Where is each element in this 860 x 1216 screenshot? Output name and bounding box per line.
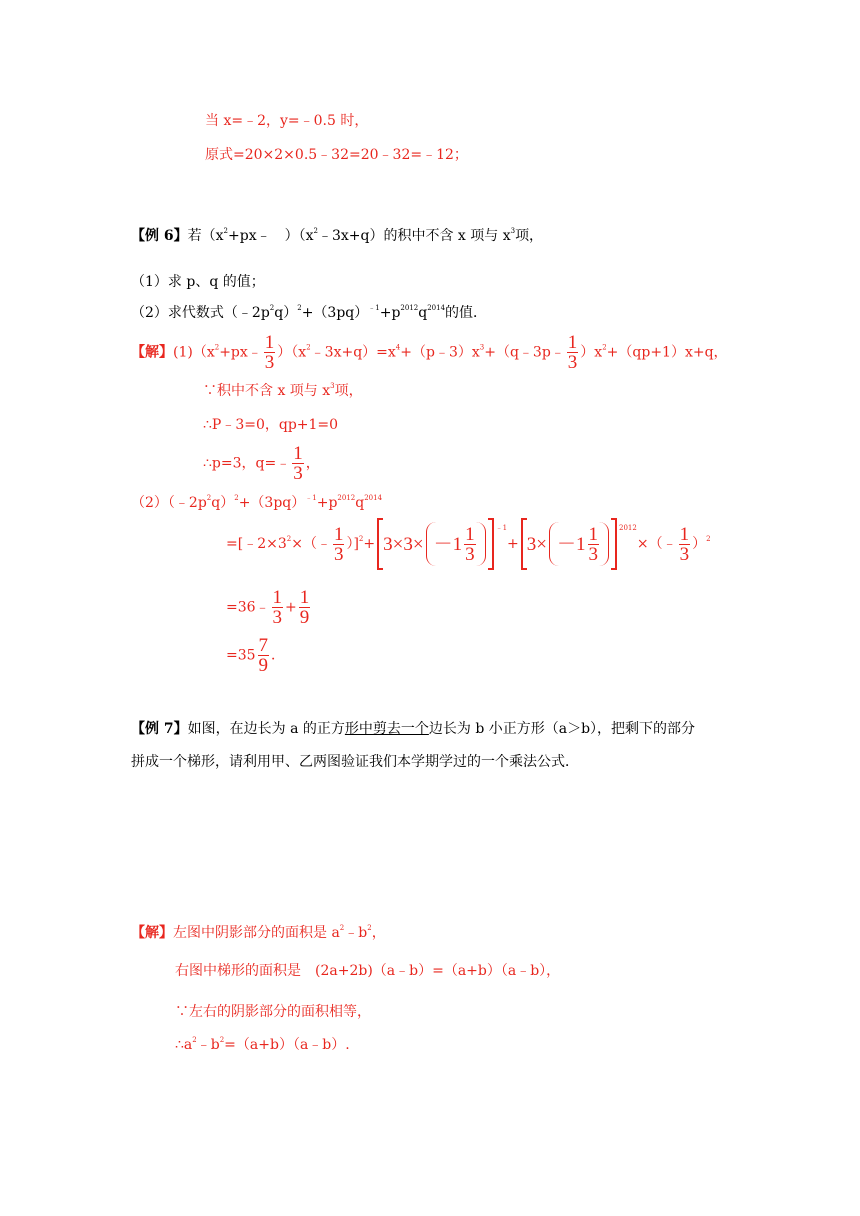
fraction-one-third: $\frac{1}{3}$ [333,523,344,565]
solution-6-substitution: $=[﹣2\times 3^2\times(﹣$ $\frac{1}{3}$ ）]$^2$+ 3×3× －1 1 3 $^{﹣1}$+ 3× －1 1 3 $^{2012}$×（﹣ $\frac{1}{3}$ ）$^2$ [226,518,711,570]
solution-6-simplify: =36﹣ $\frac{1}{3}$ + $\frac{1}{9}$ [226,587,310,628]
example-7-tag: 【例 7】 [131,721,188,737]
solution-6-line-1: 【解】$(1)(x^2+px﹣$ $\frac{1}{3}$ ）$(x^2﹣3x+q)=x^4+(p﹣3)x^3+(q﹣3p﹣$ $\frac{1}{3}$ ）$x^2+(qp+1)x+q$， [131,332,728,373]
example-6-part-1: （1）求 p、q 的值； [131,274,265,290]
example-6-part-2: （2）求代数式$(﹣2p^2q)^2+(3pq)^{﹣1}+p^{2012}q^{2014}$的值． [131,304,488,321]
solution-6-tag: 【解】 [131,344,173,361]
eval-condition: 当 x=﹣2，y=﹣0.5 时， [205,113,369,129]
square-bracket-group: 3×3× －1 1 3 [377,518,493,570]
solution-6-part-2-expression: $(2)(﹣2p^2q)^2+(3pq)^{﹣1}+p^{2012}q^{2014}$ [131,494,383,511]
fraction-one-ninth: $\frac{1}{9}$ [299,587,310,628]
solution-6-answer: =35 $\frac{7}{9}$ ． [226,635,286,676]
fraction-one-third: $\frac{1}{3}$ [293,443,303,484]
fraction-seven-ninths: $\frac{7}{9}$ [258,635,269,676]
example-7-question-line-1: 【例 7】如图，在边长为 a 的正方形中剪去一个边长为 b 小正方形（a＞b），把剩下的部分 [131,721,696,737]
fraction-one-third: $\frac{1}{3}$ [567,332,578,373]
fraction-one-third: $\frac{1}{3}$ [679,523,690,565]
square-bracket-group: 3× －1 1 3 [521,518,617,570]
fraction-one-third: 1 3 [588,523,599,565]
paren-group: －1 1 3 [426,522,486,566]
fraction-one-third: $\frac{1}{3}$ [264,332,275,373]
solution-6-equations: ∴P﹣3=0，qp+1=0 [203,417,339,433]
paren-group: －1 1 3 [549,522,609,566]
solution-7-because: ∵左右的阴影部分的面积相等， [175,1004,371,1020]
solution-6-values: ∴p=3，q=﹣ $\frac{1}{3}$ ， [203,443,320,484]
example-7-question-line-2: 拼成一个梯形，请利用甲、乙两图验证我们本学期学过的一个乘法公式． [131,754,579,770]
fraction-one-third: 1 3 [465,523,475,565]
solution-6-because: ∵积中不含 x 项与 $x^3$项， [203,382,363,399]
solution-7-line-1: 【解】左图中阴影部分的面积是 $a^2﹣b^2$， [131,924,386,941]
solution-7-tag: 【解】 [131,925,173,941]
example-6-question: 【例 6】若（$x^2+px﹣$ ）$(x^2﹣3x+q)$的积中不含 x 项与 $x^3$项， [131,227,544,244]
example-6-tag: 【例 6】 [131,228,188,244]
solution-7-trapezoid: 右图中梯形的面积是 (2a+2b)（a﹣b）=（a+b）（a﹣b）， [175,963,561,979]
eval-result: 原式=20×2×0.5﹣32=20﹣32=﹣12； [205,147,468,163]
solution-7-conclusion: $\therefore a^2﹣b^2=(a+b)(a﹣b)$. [175,1036,350,1053]
fraction-one-third: $\frac{1}{3}$ [272,587,283,628]
